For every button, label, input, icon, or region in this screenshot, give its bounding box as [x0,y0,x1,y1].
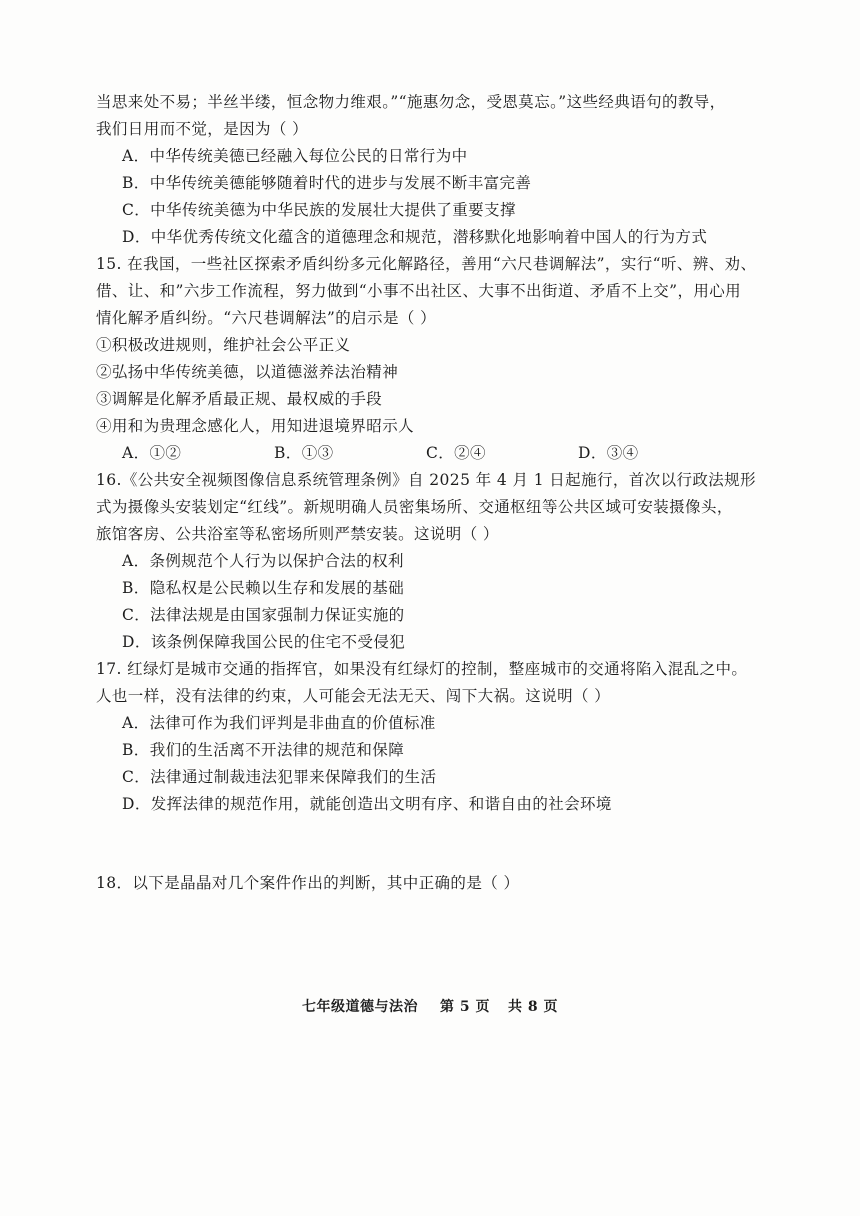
page-footer [0,996,860,1016]
q16-option-d: D．该条例保障我国公民的住宅不受侵犯 [122,633,406,651]
q14-option-b: B．中华传统美德能够随着时代的进步与发展不断丰富完善 [122,174,532,192]
q15-choice-c: C．②④ [426,444,486,462]
q15-choice-d: D．③④ [578,444,639,462]
q16-stem-line-3: 旅馆客房、公共浴室等私密场所则严禁安装。这说明（ ） [96,525,499,543]
q14-stem-line-1: 当思来处不易；半丝半缕，恒念物力维艰。”“施惠勿念，受恩莫忘。”这些经典语句的教导， [96,93,726,111]
q14-stem-line-2: 我们日用而不觉，是因为（ ） [96,120,309,138]
q15-choice-a: A．①② [122,444,182,462]
footer-subject: 七年级道德与法治 [302,999,418,1015]
q17-stem-line-1: 17. 红绿灯是城市交通的指挥官，如果没有红绿灯的控制，整座城市的交通将陷入混乱之中。 [96,660,748,678]
footer-page-number: 第 5 页 [440,999,490,1015]
q16-stem-line-1: 16.《公共安全视频图像信息系统管理条例》自 2025 年 4 月 1 日起施行，首次以行政法规形 [96,471,756,489]
q18-stem-line-1: 18．以下是晶晶对几个案件作出的判断，其中正确的是（ ） [96,874,520,892]
q15-choice-b: B．①③ [274,444,334,462]
q16-option-b: B．隐私权是公民赖以生存和发展的基础 [122,579,405,597]
footer-total-pages: 共 8 页 [508,999,558,1015]
q15-statement-1: ①积极改进规则，维护社会公平正义 [96,336,351,354]
q15-stem-line-1: 15. 在我国，一些社区探索矛盾纠纷多元化解路径，善用“六尺巷调解法”，实行“听、辨、劝、 [96,255,757,273]
q14-option-a: A．中华传统美德已经融入每位公民的日常行为中 [122,147,468,165]
q16-stem-line-2: 式为摄像头安装划定“红线”。新规明确人员密集场所、交通枢纽等公共区域可安装摄像头， [96,498,733,516]
q17-option-c: C．法律通过制裁违法犯罪来保障我们的生活 [122,768,437,786]
q15-stem-line-3: 情化解矛盾纠纷。“六尺巷调解法”的启示是（ ） [96,309,436,327]
q14-option-d: D．中华优秀传统文化蕴含的道德理念和规范，潜移默化地影响着中国人的行为方式 [122,228,708,246]
q16-option-a: A．条例规范个人行为以保护合法的权利 [122,552,404,570]
q15-statement-2: ②弘扬中华传统美德，以道德滋养法治精神 [96,363,399,381]
q17-option-b: B．我们的生活离不开法律的规范和保障 [122,741,405,759]
q15-choices [122,441,730,465]
q17-stem-line-2: 人也一样，没有法律的约束，人可能会无法无天、闯下大祸。这说明（ ） [96,687,611,705]
q16-option-c: C．法律法规是由国家强制力保证实施的 [122,606,405,624]
q15-statement-3: ③调解是化解矛盾最正规、最权威的手段 [96,390,383,408]
q17-option-d: D．发挥法律的规范作用，就能创造出文明有序、和谐自由的社会环境 [122,795,612,813]
q15-statement-4: ④用和为贵理念感化人，用知进退境界昭示人 [96,417,415,435]
q15-stem-line-2: 借、让、和”六步工作流程，努力做到“小事不出社区、大事不出街道、矛盾不上交”，用心用 [96,282,742,300]
q14-option-c: C．中华传统美德为中华民族的发展壮大提供了重要支撑 [122,201,516,219]
q17-option-a: A．法律可作为我们评判是非曲直的价值标准 [122,714,436,732]
